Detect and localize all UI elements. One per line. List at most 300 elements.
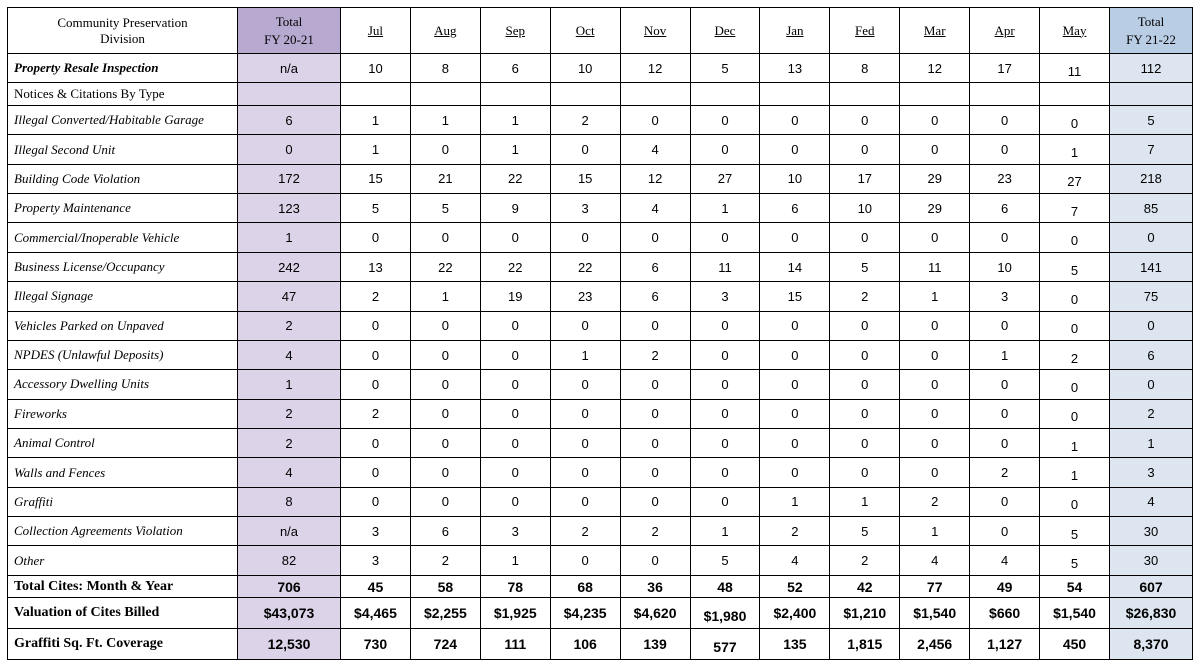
month-cell: 0 (620, 223, 690, 252)
month-cell: 0 (550, 370, 620, 399)
month-cell: $1,540 (1040, 598, 1110, 629)
month-cell: 6 (620, 252, 690, 281)
table-row (8, 517, 1193, 546)
month-cell: 0 (480, 487, 550, 516)
total-prev-cell (238, 83, 341, 106)
month-cell: 1,815 (830, 629, 900, 660)
month-cell: 0 (900, 399, 970, 428)
month-cell: 0 (410, 311, 480, 340)
month-cell: 21 (410, 164, 480, 193)
month-cell: 1 (550, 340, 620, 369)
month-cell: 0 (970, 223, 1040, 252)
month-cell: 0 (900, 458, 970, 487)
month-cell: 48 (690, 575, 760, 598)
table-row (8, 282, 1193, 311)
month-header-sep: Sep (480, 8, 550, 54)
month-cell: 0 (620, 546, 690, 575)
month-cell: 0 (760, 311, 830, 340)
month-cell: 0 (341, 370, 411, 399)
month-cell: 0 (1040, 311, 1110, 340)
row-label: Graffiti (8, 487, 238, 516)
month-cell: 12 (900, 54, 970, 83)
month-cell: 0 (970, 311, 1040, 340)
total-prev-cell: 2 (238, 399, 341, 428)
month-cell: 78 (480, 575, 550, 598)
month-cell: 135 (760, 629, 830, 660)
total-prev-cell: 172 (238, 164, 341, 193)
month-cell: 0 (1040, 106, 1110, 135)
month-cell: 0 (410, 458, 480, 487)
month-cell: 15 (341, 164, 411, 193)
month-cell: 1 (341, 135, 411, 164)
total-prev-cell: 706 (238, 575, 341, 598)
month-cell (970, 83, 1040, 106)
month-cell: 1 (410, 106, 480, 135)
row-label: Other (8, 546, 238, 575)
row-label: Illegal Signage (8, 282, 238, 311)
month-cell: 11 (900, 252, 970, 281)
row-label: Accessory Dwelling Units (8, 370, 238, 399)
month-cell: 0 (550, 223, 620, 252)
month-cell: 0 (690, 399, 760, 428)
month-cell: 10 (760, 164, 830, 193)
month-cell: 2,456 (900, 629, 970, 660)
month-cell: 10 (830, 194, 900, 223)
month-cell: 0 (830, 311, 900, 340)
total-curr-cell: 6 (1110, 340, 1193, 369)
month-cell: 6 (480, 54, 550, 83)
row-label: Illegal Converted/Habitable Garage (8, 106, 238, 135)
month-cell: 0 (1040, 487, 1110, 516)
total-prev-cell: 1 (238, 370, 341, 399)
month-cell: 0 (830, 135, 900, 164)
month-header-may: May (1040, 8, 1110, 54)
total-prev-cell: 1 (238, 223, 341, 252)
month-cell: 3 (690, 282, 760, 311)
table-row (8, 340, 1193, 369)
month-cell: 6 (410, 517, 480, 546)
month-header-mar: Mar (900, 8, 970, 54)
total-curr-cell: 85 (1110, 194, 1193, 223)
month-cell: 2 (620, 517, 690, 546)
month-cell: 8 (830, 54, 900, 83)
month-cell: 0 (970, 135, 1040, 164)
month-cell: 0 (620, 399, 690, 428)
row-label: Property Resale Inspection (8, 54, 238, 83)
total-prev-cell: 2 (238, 429, 341, 458)
month-cell: 1 (1040, 135, 1110, 164)
month-cell: 0 (900, 135, 970, 164)
table-row (8, 370, 1193, 399)
month-cell: 0 (970, 370, 1040, 399)
month-cell: $2,400 (760, 598, 830, 629)
row-label: Animal Control (8, 429, 238, 458)
total-prev-cell: 47 (238, 282, 341, 311)
month-cell: 23 (550, 282, 620, 311)
month-cell: 54 (1040, 575, 1110, 598)
table-row (8, 546, 1193, 575)
month-cell: 4 (620, 194, 690, 223)
month-cell: 0 (341, 311, 411, 340)
total-curr-cell: 2 (1110, 399, 1193, 428)
month-cell: 0 (830, 370, 900, 399)
month-cell: 0 (970, 487, 1040, 516)
month-cell: 0 (480, 458, 550, 487)
month-cell: 17 (830, 164, 900, 193)
month-cell: 0 (760, 106, 830, 135)
month-cell: 0 (760, 429, 830, 458)
total-curr-cell: 8,370 (1110, 629, 1193, 660)
month-cell: 1,127 (970, 629, 1040, 660)
month-cell: 0 (830, 340, 900, 369)
total-curr-cell: 218 (1110, 164, 1193, 193)
month-cell: 0 (760, 340, 830, 369)
table-row (8, 135, 1193, 164)
total-curr-cell: 30 (1110, 546, 1193, 575)
row-label: Valuation of Cites Billed (8, 598, 238, 629)
month-cell: 29 (900, 164, 970, 193)
month-cell: 0 (830, 223, 900, 252)
month-cell: 5 (830, 252, 900, 281)
row-label: Commercial/Inoperable Vehicle (8, 223, 238, 252)
month-cell: 2 (341, 399, 411, 428)
month-cell: 11 (1040, 54, 1110, 83)
month-cell: 3 (341, 546, 411, 575)
month-cell: 0 (690, 370, 760, 399)
month-cell: 1 (760, 487, 830, 516)
month-cell: 0 (550, 399, 620, 428)
month-cell: 12 (620, 54, 690, 83)
table-title: Community Preservation Division (8, 8, 238, 54)
month-cell: 1 (480, 135, 550, 164)
month-cell: 19 (480, 282, 550, 311)
section-header-row (8, 83, 1193, 106)
summary-row (8, 629, 1193, 660)
month-cell: 8 (410, 54, 480, 83)
month-cell: 29 (900, 194, 970, 223)
month-cell: 0 (690, 223, 760, 252)
total-curr-cell: 30 (1110, 517, 1193, 546)
row-label: Building Code Violation (8, 164, 238, 193)
month-cell: 1 (690, 517, 760, 546)
month-cell: 0 (1040, 223, 1110, 252)
month-cell: $4,235 (550, 598, 620, 629)
month-cell: 0 (690, 106, 760, 135)
month-cell: 3 (480, 517, 550, 546)
month-cell: 7 (1040, 194, 1110, 223)
table-row (8, 487, 1193, 516)
month-cell: 0 (900, 106, 970, 135)
month-cell: 58 (410, 575, 480, 598)
month-cell: 22 (550, 252, 620, 281)
month-cell: 0 (341, 429, 411, 458)
month-cell: 11 (690, 252, 760, 281)
month-cell: 577 (690, 629, 760, 660)
month-cell: 5 (410, 194, 480, 223)
month-cell: 139 (620, 629, 690, 660)
month-cell: 17 (970, 54, 1040, 83)
month-cell: 0 (760, 399, 830, 428)
total-curr-cell: 0 (1110, 370, 1193, 399)
row-label: Property Maintenance (8, 194, 238, 223)
month-cell: 13 (341, 252, 411, 281)
month-cell: 15 (760, 282, 830, 311)
total-prev-cell: 123 (238, 194, 341, 223)
month-cell: $1,540 (900, 598, 970, 629)
month-cell: 0 (830, 106, 900, 135)
month-cell: 0 (550, 458, 620, 487)
month-cell: 0 (341, 458, 411, 487)
month-cell: 0 (480, 370, 550, 399)
month-cell: 5 (1040, 546, 1110, 575)
month-cell: 0 (480, 311, 550, 340)
table-row (8, 194, 1193, 223)
month-cell: 2 (550, 517, 620, 546)
total-prev-cell: $43,073 (238, 598, 341, 629)
month-cell: 27 (1040, 164, 1110, 193)
total-curr-cell: 607 (1110, 575, 1193, 598)
month-cell: 23 (970, 164, 1040, 193)
month-cell: 5 (1040, 517, 1110, 546)
month-cell: 1 (970, 340, 1040, 369)
month-cell: 6 (760, 194, 830, 223)
total-curr-cell: 75 (1110, 282, 1193, 311)
total-prev-cell: 242 (238, 252, 341, 281)
resale-row (8, 54, 1193, 83)
month-cell: 2 (1040, 340, 1110, 369)
month-cell (830, 83, 900, 106)
month-cell: 0 (760, 370, 830, 399)
total-prev-cell: 0 (238, 135, 341, 164)
month-cell: 2 (341, 282, 411, 311)
month-cell: 0 (480, 223, 550, 252)
month-cell: 0 (830, 399, 900, 428)
month-cell: 0 (341, 487, 411, 516)
month-cell: 0 (550, 546, 620, 575)
month-cell: 0 (410, 223, 480, 252)
month-cell: 2 (550, 106, 620, 135)
month-cell: 106 (550, 629, 620, 660)
total-curr-cell: 1 (1110, 429, 1193, 458)
month-cell: 2 (760, 517, 830, 546)
month-cell: 77 (900, 575, 970, 598)
month-cell: 0 (760, 223, 830, 252)
month-cell: 2 (970, 458, 1040, 487)
month-cell: 724 (410, 629, 480, 660)
month-cell: 0 (900, 223, 970, 252)
month-cell: 27 (690, 164, 760, 193)
total-curr-cell: 112 (1110, 54, 1193, 83)
month-cell: 0 (970, 517, 1040, 546)
table-row (8, 311, 1193, 340)
month-cell: 5 (1040, 252, 1110, 281)
row-label: Business License/Occupancy (8, 252, 238, 281)
month-cell: 730 (341, 629, 411, 660)
month-header-oct: Oct (550, 8, 620, 54)
total-fy21-22-header: Total FY 21-22 (1110, 8, 1193, 54)
month-cell: 0 (620, 429, 690, 458)
month-cell: 0 (830, 429, 900, 458)
month-cell: 5 (690, 546, 760, 575)
month-cell: $4,620 (620, 598, 690, 629)
month-cell: 3 (341, 517, 411, 546)
month-cell: 49 (970, 575, 1040, 598)
row-label: Walls and Fences (8, 458, 238, 487)
total-curr-cell: 7 (1110, 135, 1193, 164)
month-cell: 68 (550, 575, 620, 598)
month-cell: $1,210 (830, 598, 900, 629)
month-cell: 0 (690, 458, 760, 487)
table-row (8, 429, 1193, 458)
row-label: Collection Agreements Violation (8, 517, 238, 546)
total-curr-cell: 141 (1110, 252, 1193, 281)
month-cell (900, 83, 970, 106)
month-cell: 10 (341, 54, 411, 83)
month-cell: 0 (341, 340, 411, 369)
month-cell: 4 (760, 546, 830, 575)
month-cell (410, 83, 480, 106)
month-cell: 1 (900, 282, 970, 311)
month-cell: 0 (760, 135, 830, 164)
month-cell: 5 (830, 517, 900, 546)
month-cell: 2 (830, 546, 900, 575)
month-cell: 0 (410, 135, 480, 164)
total-prev-cell: 8 (238, 487, 341, 516)
month-cell: 2 (410, 546, 480, 575)
month-cell: 3 (550, 194, 620, 223)
month-cell: 0 (550, 135, 620, 164)
month-cell: 0 (690, 487, 760, 516)
month-cell: 1 (830, 487, 900, 516)
month-cell: 1 (410, 282, 480, 311)
month-cell: 0 (620, 487, 690, 516)
month-cell: 0 (620, 370, 690, 399)
month-cell: 0 (410, 487, 480, 516)
month-cell: 0 (620, 106, 690, 135)
row-label: Illegal Second Unit (8, 135, 238, 164)
month-cell: 22 (480, 164, 550, 193)
month-cell: 0 (900, 311, 970, 340)
month-cell: 1 (480, 546, 550, 575)
month-cell: 52 (760, 575, 830, 598)
month-cell: 0 (410, 429, 480, 458)
month-header-apr: Apr (970, 8, 1040, 54)
month-header-nov: Nov (620, 8, 690, 54)
table-row (8, 106, 1193, 135)
total-curr-cell: 0 (1110, 311, 1193, 340)
month-cell: 0 (480, 399, 550, 428)
row-label: Fireworks (8, 399, 238, 428)
month-cell: 0 (410, 340, 480, 369)
month-header-dec: Dec (690, 8, 760, 54)
month-cell: 13 (760, 54, 830, 83)
month-cell: $1,980 (690, 598, 760, 629)
month-cell: 0 (410, 399, 480, 428)
month-cell: 0 (1040, 282, 1110, 311)
month-cell: 36 (620, 575, 690, 598)
section-label: Notices & Citations By Type (8, 83, 238, 106)
month-cell: 0 (1040, 370, 1110, 399)
month-cell: 0 (690, 340, 760, 369)
month-cell: 6 (970, 194, 1040, 223)
total-curr-cell: 5 (1110, 106, 1193, 135)
total-curr-cell: 3 (1110, 458, 1193, 487)
table-row (8, 458, 1193, 487)
row-label: NPDES (Unlawful Deposits) (8, 340, 238, 369)
row-label: Graffiti Sq. Ft. Coverage (8, 629, 238, 660)
month-cell (1040, 83, 1110, 106)
month-cell: 0 (900, 370, 970, 399)
month-header-jul: Jul (341, 8, 411, 54)
month-cell: 0 (690, 429, 760, 458)
month-cell: 0 (620, 311, 690, 340)
month-cell: $1,925 (480, 598, 550, 629)
month-cell: 5 (690, 54, 760, 83)
month-cell: 5 (341, 194, 411, 223)
table-row (8, 164, 1193, 193)
total-curr-cell: 4 (1110, 487, 1193, 516)
total-prev-cell: 12,530 (238, 629, 341, 660)
month-cell: 15 (550, 164, 620, 193)
month-cell: 450 (1040, 629, 1110, 660)
month-cell: 10 (550, 54, 620, 83)
row-label: Total Cites: Month & Year (8, 575, 238, 598)
month-cell: 1 (690, 194, 760, 223)
month-cell: 2 (620, 340, 690, 369)
month-cell: 0 (480, 429, 550, 458)
preservation-table (7, 7, 1193, 660)
month-cell: 111 (480, 629, 550, 660)
month-cell (690, 83, 760, 106)
month-cell: 4 (970, 546, 1040, 575)
month-cell (550, 83, 620, 106)
month-cell: 0 (410, 370, 480, 399)
month-cell: 0 (970, 399, 1040, 428)
month-cell: 0 (550, 487, 620, 516)
month-cell: 6 (620, 282, 690, 311)
month-cell (341, 83, 411, 106)
month-cell: 0 (690, 135, 760, 164)
month-header-aug: Aug (410, 8, 480, 54)
month-cell: 0 (550, 429, 620, 458)
total-prev-cell: 4 (238, 458, 341, 487)
month-cell: 42 (830, 575, 900, 598)
month-cell: 1 (1040, 429, 1110, 458)
month-cell: 4 (900, 546, 970, 575)
table-row (8, 399, 1193, 428)
table-row (8, 252, 1193, 281)
header-row (8, 8, 1193, 54)
month-cell: 0 (970, 106, 1040, 135)
table-row (8, 223, 1193, 252)
month-cell (760, 83, 830, 106)
month-cell: 45 (341, 575, 411, 598)
month-cell (620, 83, 690, 106)
month-cell: 1 (480, 106, 550, 135)
month-cell: 14 (760, 252, 830, 281)
month-cell: 0 (550, 311, 620, 340)
total-curr-cell (1110, 83, 1193, 106)
month-cell: 10 (970, 252, 1040, 281)
month-cell: 12 (620, 164, 690, 193)
month-cell: 1 (1040, 458, 1110, 487)
total-prev-cell: n/a (238, 517, 341, 546)
total-prev-cell: 6 (238, 106, 341, 135)
month-header-jan: Jan (760, 8, 830, 54)
month-cell: 22 (480, 252, 550, 281)
month-cell: 2 (830, 282, 900, 311)
month-cell: 2 (900, 487, 970, 516)
